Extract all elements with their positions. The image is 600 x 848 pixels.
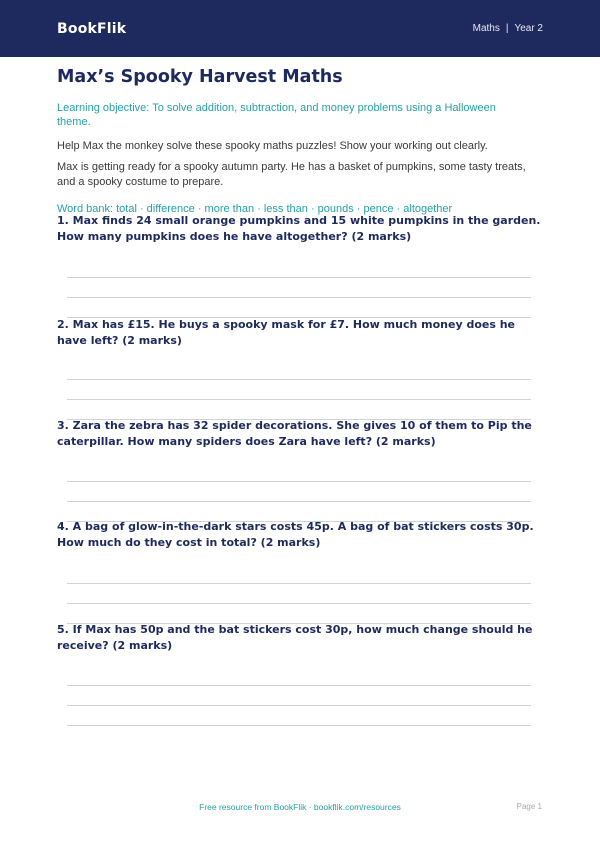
answer-line[interactable] [67,583,531,584]
story-text: Max is getting ready for a spooky autumn party. He has a basket of pumpkins, some tasty treats, and a spooky costume to prepare. [57,161,526,188]
breadcrumb-subject: Maths [472,23,500,34]
breadcrumb-separator: | [505,23,509,34]
answer-line[interactable] [67,481,531,482]
question-2: 2. Max has £15. He buys a spooky mask for £7. How much money does he have left? (2 marks) [57,318,515,347]
answer-line[interactable] [67,725,531,726]
question-5: 5. If Max has 50p and the bat stickers cost 30p, how much change should he receive? (2 marks) [57,623,533,652]
question-1: 1. Max finds 24 small orange pumpkins and 15 white pumpkins in the garden. How many pumpkins does he have altogether? (2 marks) [57,214,541,243]
answer-line[interactable] [67,685,531,686]
answer-line[interactable] [67,379,531,380]
breadcrumb-year: Year 2 [514,23,543,34]
intro-text: Help Max the monkey solve these spooky maths puzzles! Show your working out clearly. [57,140,488,152]
answer-line[interactable] [67,501,531,502]
answer-line[interactable] [67,277,531,278]
page-number: Page 1 [516,802,542,811]
answer-line[interactable] [67,399,531,400]
answer-line[interactable] [67,705,531,706]
breadcrumb [473,23,543,34]
answer-line[interactable] [67,603,531,604]
worksheet-intro [57,66,532,216]
answer-line[interactable] [67,297,531,298]
brand-logo[interactable]: BookFlik [57,20,127,37]
footer-link[interactable]: Free resource from BookFlik · bookflik.com/resources [199,802,401,812]
question-4: 4. A bag of glow-in-the-dark stars costs 45p. A bag of bat stickers costs 30p. How much do they cost in total? (2 marks) [57,520,534,549]
question-3: 3. Zara the zebra has 32 spider decorations. She gives 10 of them to Pip the caterpillar. How many spiders does Zara have left? (2 marks) [57,419,532,448]
learning-objective: Learning objective: To solve addition, subtraction, and money problems using a Halloween theme. [57,102,496,128]
word-bank: Word bank: total · difference · more than · less than · pounds · pence · altogether [57,203,453,215]
page-title: Max’s Spooky Harvest Maths [57,67,343,87]
page-header [0,0,600,57]
